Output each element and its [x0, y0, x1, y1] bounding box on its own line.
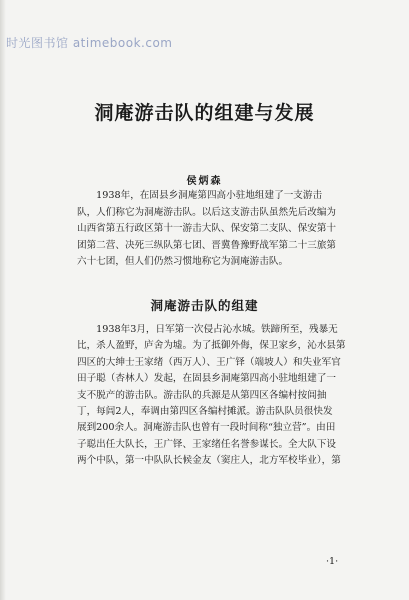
intro-paragraph: [77, 188, 359, 271]
body-paragraph: [77, 322, 359, 470]
page-title: 洞庵游击队的组建与发展: [94, 102, 315, 124]
paragraph-line: 两个中队，第一中队队长候金友（窦庄人，北方军校毕业），第: [77, 455, 341, 467]
page-number: ·1·: [326, 556, 339, 567]
paragraph-line: 四区的大绅士王家绪（西万人）、王广铎（端坡人）和失业军官: [77, 356, 341, 368]
author-name: 侯炳森: [186, 176, 223, 187]
paragraph-line: 1938年，在固县乡洞庵第四高小驻地组建了一支游击: [77, 190, 323, 201]
paragraph-line: 1938年3月，日军第一次侵占沁水城。铁蹄所至，残暴无: [77, 324, 338, 335]
paragraph-line: 六十七团，但人们仍然习惯地称它为洞庵游击队。: [77, 256, 289, 268]
paragraph-line: 子聪出任大队长，王广铎、王家绪任名誉参谋长。全大队下设: [77, 438, 337, 450]
paragraph-line: 队，人们称它为洞庵游击队。以后这支游击队虽然先后改编为: [77, 206, 337, 218]
paragraph-line: 团第二营、决死三纵队第七团、晋冀鲁豫野战军第二十三旅第: [77, 239, 337, 251]
paragraph-line: 田子聪（杏林人）发起，在固县乡洞庵第四高小驻地组建了一: [77, 373, 337, 385]
paragraph-line: 丁，每闾2人，奉调由第四区各编村摊派。游击队队员很快发: [77, 406, 333, 418]
watermark: 时光图书馆 atimebook.com: [6, 36, 173, 50]
section-heading: 洞庵游击队的组建: [150, 298, 259, 313]
paragraph-line: 比，杀人盈野，庐舍为墟。为了抵御外侮，保卫家乡，沁水县第: [77, 340, 346, 352]
paragraph-line: 山西省第五行政区第十一游击大队、保安第二支队、保安第十: [77, 223, 337, 235]
paragraph-line: 支不脱产的游击队。游击队的兵源是从第四区各编村按闾抽: [77, 389, 327, 401]
paragraph-line: 展到200余人。洞庵游击队也曾有一段时间称“独立营”。由田: [77, 422, 336, 434]
